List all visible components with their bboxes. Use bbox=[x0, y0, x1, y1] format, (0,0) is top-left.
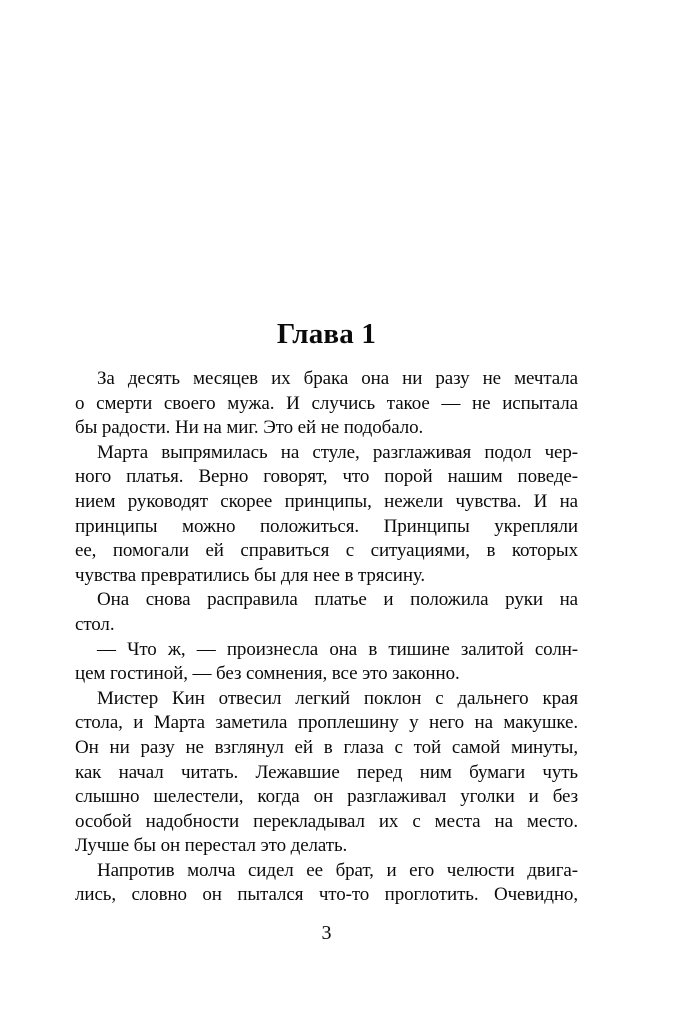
paragraph bbox=[75, 367, 578, 441]
text-line: Мистер Кин отвесил легкий поклон с дальнего края bbox=[97, 687, 578, 709]
text-line: о смерти своего мужа. И случись такое — не испытала bbox=[75, 392, 578, 414]
text-line: бы радости. Ни на миг. Это ей не подобало. bbox=[75, 417, 424, 439]
text-line: Марта выпрямилась на стуле, разглаживая подол чер- bbox=[97, 441, 578, 463]
text-line: чувства превратились бы для нее в трясину. bbox=[75, 564, 426, 586]
text-line: слышно шелестели, когда он разглаживал уголки и без bbox=[75, 786, 578, 808]
text-line: стола, и Марта заметила проплешину у него на макушке. bbox=[75, 712, 578, 734]
body-text bbox=[75, 367, 578, 908]
paragraph bbox=[75, 859, 578, 908]
chapter-title: Глава 1 bbox=[276, 318, 377, 350]
text-line: особой надобности перекладывал их с места на место. bbox=[75, 810, 578, 832]
text-line: стол. bbox=[75, 613, 115, 635]
text-line: Она снова расправила платье и положила руки на bbox=[97, 589, 578, 611]
text-line: как начал читать. Лежавшие перед ним бумаги чуть bbox=[75, 761, 578, 783]
text-line: Напротив молча сидел ее брат, и его челюсти двига- bbox=[97, 859, 578, 881]
text-line: нием руководят скорее принципы, нежели чувства. И на bbox=[75, 490, 578, 512]
text-line: ее, помогали ей справиться с ситуациями, в которых bbox=[75, 540, 578, 562]
paragraph bbox=[75, 588, 578, 637]
page-number: 3 bbox=[321, 922, 332, 945]
text-line: ного платья. Верно говорят, что порой нашим поведе- bbox=[75, 466, 578, 488]
text-block bbox=[75, 318, 578, 945]
text-line: цем гостиной, — без сомнения, все это законно. bbox=[75, 663, 460, 685]
text-line: Лучше бы он перестал это делать. bbox=[75, 835, 348, 857]
text-line: принципы можно положиться. Принципы укрепляли bbox=[75, 515, 578, 537]
paragraph bbox=[75, 687, 578, 859]
paragraph bbox=[75, 638, 578, 687]
text-line: Он ни разу не взглянул ей в глаза с той самой минуты, bbox=[75, 736, 578, 758]
text-line: — Что ж, — произнесла она в тишине залитой солн- bbox=[97, 638, 578, 660]
text-line: За десять месяцев их брака она ни разу не мечтала bbox=[97, 368, 578, 389]
text-line: лись, словно он пытался что-то проглотить. Очевидно, bbox=[75, 884, 578, 906]
paragraph bbox=[75, 441, 578, 589]
